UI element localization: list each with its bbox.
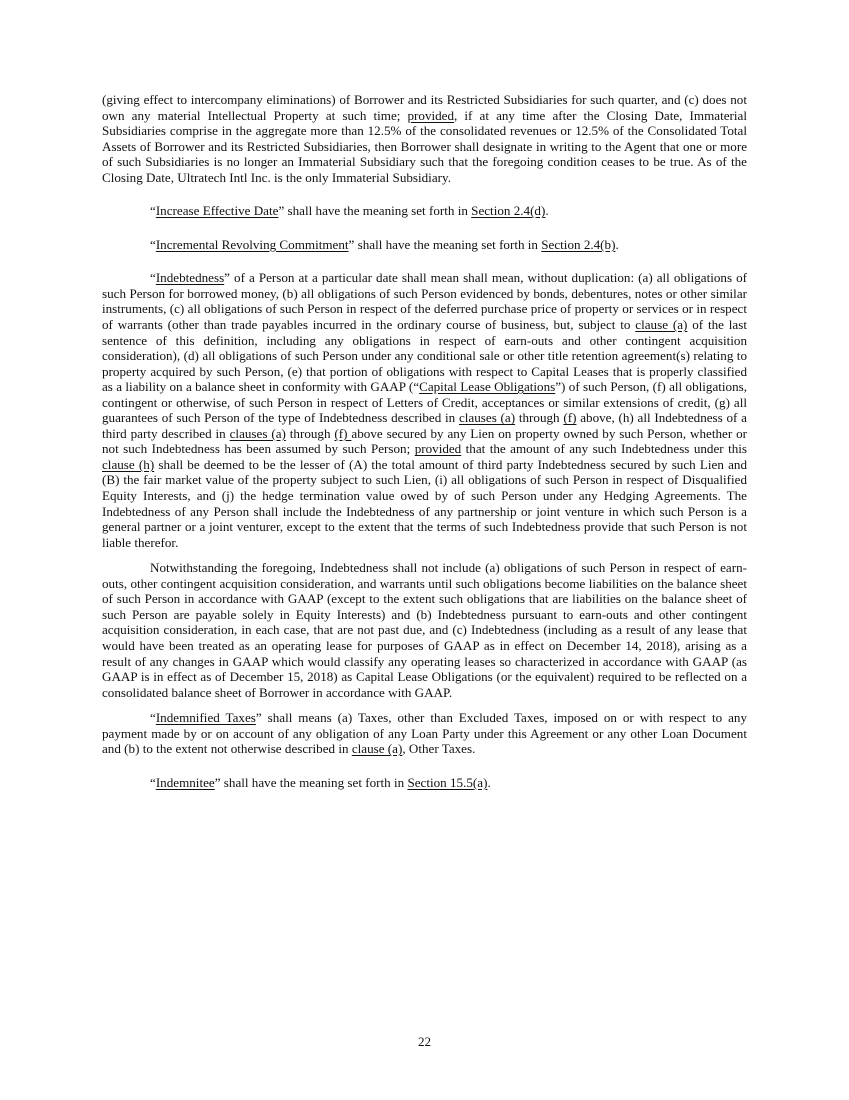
defined-term-reference: Incremental Revolving Commitment: [155, 236, 349, 252]
paragraph-immaterial-subsidiary-cont: [102, 92, 747, 185]
text-run: “: [150, 236, 156, 252]
defined-term-reference: clauses (a): [458, 410, 516, 426]
text-run: ” of a Person at a particular date shall mean shall mean, without duplication: (a) all obligations of such Person for borrowed money, (b) all obligations of such Person evidenced by bonds, debentures, notes or other similar instruments, (c) all obligations of such Person in respect of the deferred purchase price of property or services or in respect of warrants (other than trade payables incurred in the ordinary course of business, but, subject to: [102, 270, 747, 333]
definition-indemnitee: [102, 775, 747, 791]
defined-term-reference: Section 2.4(b): [541, 236, 616, 252]
definition-incremental-revolving-commitment: [102, 237, 747, 253]
defined-term-reference: Increase Effective Date: [155, 203, 279, 219]
text-run: .: [545, 203, 549, 219]
defined-term-reference: Indemnitee: [155, 774, 215, 790]
defined-term-reference: Capital Lease Obligations: [419, 379, 556, 395]
text-run: above, (h) all Indebtedness of a third party described in: [102, 410, 747, 441]
text-run: ” shall have the meaning set forth in: [214, 774, 408, 790]
text-run: ”) of such Person, (f) all obligations, contingent or otherwise, of such Person in respect of Letters of Credit, acceptances or similar extensions of credit, (: [102, 379, 747, 410]
defined-term-reference: Indebtedness: [155, 270, 225, 286]
text-run: through: [515, 410, 564, 426]
text-run: of the last sentence of this definition, including any obligations in respect of earn-outs and other contingent acquisition consideration), (d) all obligations of such Person under any conditional sale or other title retention agreement(s) relating to property acquired by such Person, (e) that portion of obligations with respect to Capital Leases that is properly classified as a liability on a balance sheet in conformity with GAAP (“: [102, 317, 747, 395]
text-run: that the amount of any such Indebtedness under this: [461, 441, 747, 457]
text-run: .: [487, 774, 491, 790]
paragraph-indebtedness-exclusions: [102, 560, 747, 700]
text-run: shall be deemed to be the lesser of (A) the total amount of third party Indebtedness secured by such Lien and (B) the fair market value of the property subject to such Lien, (i) all obligations of such Person in respect of Disqualified Equity Interests, and (j) the hedge termination value owed by of such Person under any Hedging Agreements. The Indebtedness of any Person shall include the Indebtedness of any partnership or joint venture in which such Person is a general partner or a joint venturer, except to the extent that the terms of such Indebtedness provide that such Person is not liable therefor.: [102, 456, 747, 550]
text-run: (giving effect to intercompany eliminations) of Borrower and its Restricted Subsidiaries for such quarter, and (c) does not own any material Intellectual Property at such time;: [102, 92, 747, 123]
text-run: “: [150, 774, 156, 790]
text-run: “: [150, 270, 156, 286]
defined-term-reference: clause (a): [635, 317, 688, 333]
defined-term-reference: (f): [563, 410, 577, 426]
defined-term-reference: provided: [407, 107, 455, 123]
text-run: , Other Taxes.: [402, 741, 476, 757]
text-run: Notwithstanding the foregoing, Indebtedness shall not include (a) obligations of such Person in respect of earn-outs, other contingent acquisition consideration, and warrants until such obligations become liabilities on the balance sheet of such Person in accordance with GAAP (except to the extent such obligations that are liabilities on the balance sheet of such Person are payable solely in Equity Interests) and (b) Indebtedness pursuant to earn-outs and other contingent acquisition consideration, in each case, that are not past due, and (c) Indebtedness (including as a result of any lease that would have been treated as an operating lease for purposes of GAAP as in effect on December 14, 2018), arising as a result of any changes in GAAP which would classify any operating leases so characterized in accordance with GAAP (as GAAP is in effect as of December 15, 2018) as Capital Lease Obligations (or the equivalent) required to be reflected on a consolidated balance sheet of Borrower in accordance with GAAP.: [102, 560, 747, 700]
defined-term-reference: Indemnified Taxes: [155, 710, 256, 726]
defined-term-reference: g: [719, 394, 726, 410]
text-run: above secured by any Lien on property owned by such Person, whether or not such Indebtedness has been assumed by such Person;: [102, 425, 747, 457]
defined-term-reference: (f): [334, 425, 352, 441]
defined-term-reference: clause (a): [351, 741, 403, 757]
definition-increase-effective-date: [102, 203, 747, 219]
text-run: .: [615, 236, 619, 252]
text-run: “: [150, 203, 156, 219]
defined-term-reference: provided: [414, 441, 462, 457]
text-run: ” shall have the meaning set forth in: [278, 203, 472, 219]
definition-indemnified-taxes: [102, 710, 747, 757]
defined-term-reference: Section 15.5(a): [407, 774, 488, 790]
defined-term-reference: clauses (a): [229, 425, 286, 441]
defined-term-reference: clause (h): [102, 456, 155, 472]
defined-term-reference: Section 2.4(d): [471, 203, 546, 219]
document-body: [102, 92, 747, 790]
definition-indebtedness: [102, 270, 747, 550]
text-run: through: [285, 425, 335, 441]
text-run: , if at any time after the Closing Date, Immaterial Subsidiaries comprise in the aggregate more than 12.5% of the consolidated revenues or 12.5% of the Consolidated Total Assets of Borrower and its Restricted Subsidiaries, then Borrower shall designate in writing to the Agent that one or more of such Subsidiaries is no longer an Immaterial Subsidiary such that the foregoing condition ceases to be true. As of the Closing Date, Ultratech Intl Inc. is the only Immaterial Subsidiary.: [102, 107, 747, 185]
text-run: ” shall means (a) Taxes, other than Excluded Taxes, imposed on or with respect to any payment made by or on account of any obligation of any Loan Party under this Agreement or any other Loan Document and (b) to the extent not otherwise described in: [102, 710, 747, 757]
text-run: ” shall have the meaning set forth in: [348, 236, 542, 252]
text-run: “: [150, 710, 156, 726]
text-run: ) all guarantees of such Person of the type of Indebtedness described in: [102, 394, 747, 426]
page-number: 22: [417, 1034, 432, 1049]
